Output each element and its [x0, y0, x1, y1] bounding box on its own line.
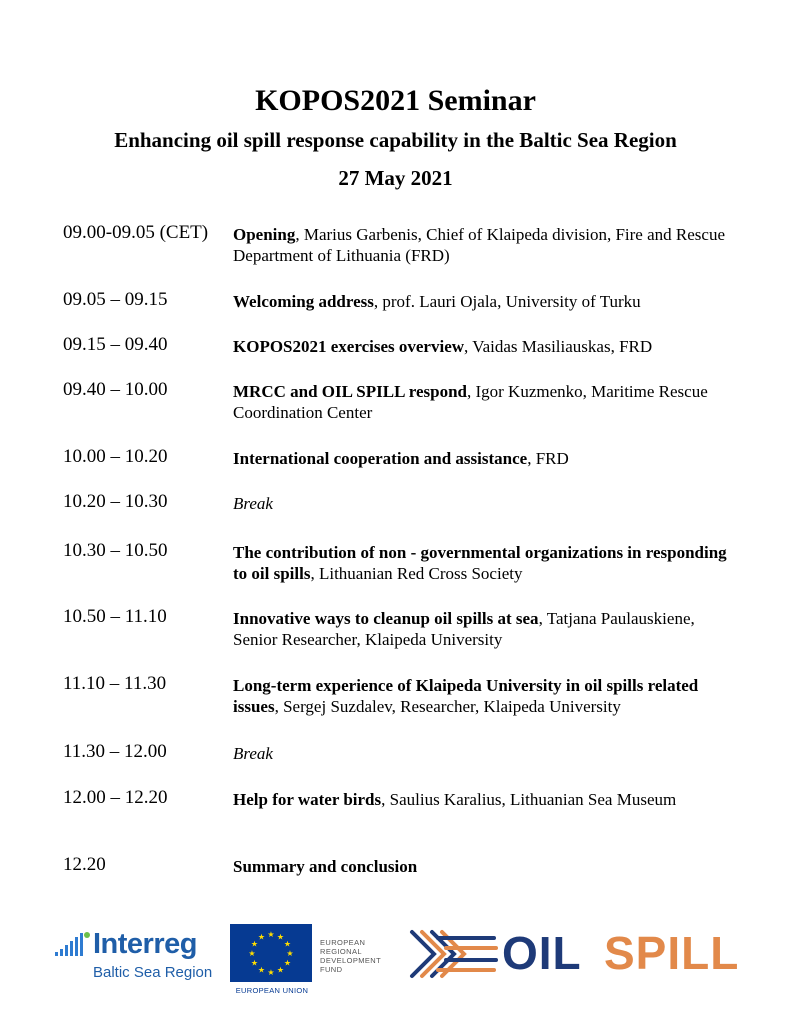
agenda-description [233, 381, 733, 423]
waves-icon [408, 924, 500, 984]
agenda-description [233, 608, 733, 650]
signal-bars-icon [55, 932, 91, 962]
agenda-topic: Innovative ways to cleanup oil spills at sea [233, 609, 539, 628]
agenda-time: 12.20 [63, 854, 106, 875]
agenda-description [233, 675, 733, 717]
eu-stars-icon [230, 924, 312, 982]
agenda-speaker: , Igor Kuzmenko, Maritime Rescue Coordination Center [233, 382, 708, 422]
agenda-time: 09.40 – 10.00 [63, 379, 168, 400]
interreg-region: Baltic Sea Region [93, 964, 213, 981]
agenda-description [233, 542, 733, 584]
agenda-speaker: , FRD [527, 449, 569, 468]
agenda-time: 09.00-09.05 (CET) [63, 222, 209, 243]
agenda-time: 09.15 – 09.40 [63, 334, 168, 355]
agenda-time: 11.10 – 11.30 [63, 673, 167, 694]
agenda-topic: KOPOS2021 exercises overview [233, 337, 465, 356]
svg-text:★: ★ [250, 939, 259, 949]
agenda-topic: MRCC and OIL SPILL respond [233, 382, 467, 401]
page-title: KOPOS2021 Seminar [255, 84, 536, 117]
agenda-break: Break [233, 744, 273, 763]
agenda-speaker: , Sergej Suzdalev, Researcher, Klaipeda University [274, 697, 621, 716]
svg-text:★: ★ [276, 932, 285, 942]
agenda-topic: Long-term experience of Klaipeda University in oil spills related issues [233, 676, 699, 716]
agenda-topic: International cooperation and assistance [233, 449, 528, 468]
agenda-description [233, 789, 733, 810]
spill-wordmark: SPILL [604, 927, 740, 979]
svg-text:★: ★ [257, 965, 266, 975]
svg-text:★: ★ [248, 949, 256, 958]
interreg-logo [55, 926, 230, 986]
agenda-topic: Summary and conclusion [233, 857, 418, 876]
agenda-description [233, 856, 733, 877]
agenda-topic: Opening [233, 225, 296, 244]
agenda-description [233, 448, 733, 469]
agenda-time: 12.00 – 12.20 [63, 787, 168, 808]
agenda-time: 10.30 – 10.50 [63, 540, 168, 561]
agenda-topic: Welcoming address [233, 292, 374, 311]
agenda-description [233, 291, 733, 312]
oil-wordmark: OIL [502, 927, 582, 979]
svg-text:★: ★ [257, 932, 266, 942]
svg-text:★: ★ [267, 968, 275, 977]
eu-label: EUROPEAN UNION [235, 986, 309, 995]
agenda-description [233, 336, 733, 357]
agenda-speaker: , Lithuanian Red Cross Society [310, 564, 523, 583]
agenda-speaker: , Tatjana Paulauskiene, Senior Researcher, Klaipeda University [233, 609, 695, 649]
svg-text:★: ★ [267, 930, 275, 939]
agenda-time: 10.20 – 10.30 [63, 491, 168, 512]
agenda-speaker: , prof. Lauri Ojala, University of Turku [373, 292, 641, 311]
agenda-time: 09.05 – 09.15 [63, 289, 168, 310]
agenda-break: Break [233, 494, 273, 513]
svg-text:★: ★ [276, 965, 285, 975]
eu-flag-icon [230, 924, 312, 982]
agenda-description [233, 493, 733, 514]
agenda-topic: Help for water birds [233, 790, 382, 809]
svg-text:★: ★ [283, 958, 292, 968]
interreg-wordmark: Interreg [93, 928, 197, 960]
svg-text:★: ★ [283, 939, 292, 949]
eu-fund-label: EUROPEAN REGIONAL DEVELOPMENT FUND [320, 938, 381, 974]
agenda-speaker: , Vaidas Masiliauskas, FRD [464, 337, 653, 356]
agenda-description [233, 224, 733, 266]
svg-text:★: ★ [286, 949, 294, 958]
agenda-topic: The contribution of non - governmental organizations in responding to oil spills [233, 543, 727, 583]
event-date: 27 May 2021 [338, 166, 453, 190]
eu-logo [230, 924, 400, 998]
oil-spill-logo [408, 922, 738, 988]
page-subtitle: Enhancing oil spill response capability in the Baltic Sea Region [114, 128, 677, 152]
agenda-description [233, 743, 733, 764]
agenda-speaker: , Saulius Karalius, Lithuanian Sea Museum [381, 790, 677, 809]
svg-text:★: ★ [250, 958, 259, 968]
agenda-speaker: , Marius Garbenis, Chief of Klaipeda division, Fire and Rescue Department of Lithuania (FRD) [233, 225, 725, 265]
agenda-time: 10.50 – 11.10 [63, 606, 167, 627]
logo-strip [0, 920, 791, 1000]
agenda-time: 10.00 – 10.20 [63, 446, 168, 467]
agenda-time: 11.30 – 12.00 [63, 741, 167, 762]
